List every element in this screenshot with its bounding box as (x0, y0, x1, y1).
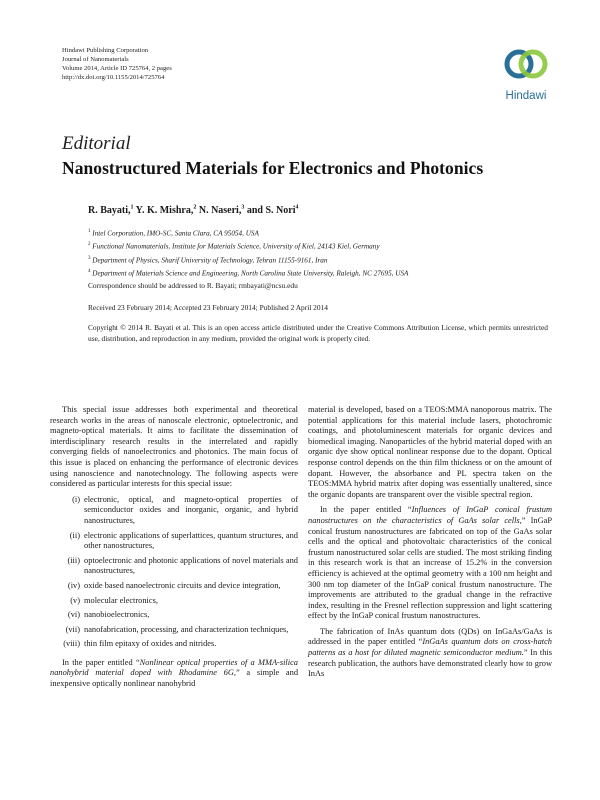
right-column (308, 405, 552, 680)
journal-header (62, 46, 172, 82)
author: N. Naseri,$^3$ (198, 205, 245, 217)
body-paragraph: In the paper entitled “Nonlinear optical properties of a MMA-silica nanohybrid material doped with Rhodamine 6G,” a simple and inexpensive optically nonlinear nanohybrid (50, 657, 299, 689)
author: Y. K. Mishra,$^2$ (135, 205, 197, 217)
left-column (50, 405, 298, 690)
author: and S. Nori$^4$ (246, 205, 299, 217)
affiliation: $^3$ Department of Physics, Sharif University of Technology, Tehran 11155-9161, Iran (88, 255, 328, 265)
doi-link[interactable]: http://dx.doi.org/10.1155/2014/725764 (62, 74, 165, 81)
hindawi-logo (500, 40, 552, 106)
list-item: (vi) nanobioelectronics, (67, 610, 150, 620)
list-item: (ii) electronic applications of superlattices, quantum structures, and other nanostructures, (69, 530, 298, 551)
body-paragraph: The fabrication of InAs quantum dots (QDs) on InGaAs/GaAs is addressed in the paper entitled “InGaAs quantum dots on cross-hatch patterns as a host for diluted magnetic semiconductor medium.” In this research publication, the authors have demonstrated clearly how to grow InAs (308, 626, 553, 679)
volume-info: Volume 2014, Article ID 725764, 2 pages (62, 65, 172, 72)
author: R. Bayati,$^1$ (88, 205, 134, 217)
topics-list (50, 495, 298, 650)
list-item: (v) molecular electronics, (70, 595, 158, 605)
affiliation: $^1$ Intel Corporation, IMO-SC, Santa Clara, CA 95054, USA (88, 229, 259, 238)
intro-paragraph: This special issue addresses both experimental and theoretical research works in the areas of nanoscale electronic, optoelectronic, and magneto-optical materials. It aims to facilitate the dissemination of interdisciplinary research results in the interrelated and rapidly converging fields of nanoelectronics and photonics. The main focus of this issue is placed on enhancing the performance of electronic devices using nanoscience and nanotechnology. The following aspects were considered as particular interests for this special issue: (50, 405, 298, 489)
section-label: Editorial (62, 133, 131, 154)
article-title: Nanostructured Materials for Electronics and Photonics (62, 158, 484, 178)
affiliation: $^4$ Department of Materials Science and Engineering, North Carolina State University, Raleigh, NC 27695, USA (88, 269, 409, 278)
affiliation: $^2$ Functional Nanomaterials, Institute for Materials Science, University of Kiel, 24143 Kiel, Germany (88, 242, 380, 251)
list-item: (iv) oxide based nanoelectronic circuits and device integration, (67, 580, 281, 590)
publication-dates: Received 23 February 2014; Accepted 23 February 2014; Published 2 April 2014 (88, 303, 328, 312)
hindawi-rings-icon (500, 40, 552, 90)
journal-name: Journal of Nanomaterials (62, 56, 129, 63)
copyright-notice: Copyright © 2014 R. Bayati et al. This is an open access article distributed under the Creative Commons Attribution License, which permits unrestricted use, distribution, and reproduction in any medium, provided the original work is properly cited. (88, 323, 548, 343)
list-item: (vii) nanofabrication, processing, and characterization techniques, (65, 624, 289, 634)
body-paragraph: material is developed, based on a TEOS:MMA nanoporous matrix. The potential applications for this material include lasers, photochromic coatings, and photoluminescent materials for organic devices and biomedical imaging. Nanoparticles of the hybrid material doped with an organic dye show optical nonlinear response due to the dopant. Optical response control depends on the thin film thickness or on the amount of dopant. However, the absorbance and PL spectra taken on the TEOS:MMA hybrid matrix after doping was essentially unaltered, since the organic dopants are transparent over the visible spectral region. (308, 405, 552, 499)
hindawi-wordmark: Hindawi (505, 90, 547, 102)
body-paragraph: In the paper entitled “Influences of InGaP conical frustum nanostructures on the characteristics of GaAs solar cells,” InGaP conical frustum nanostructures are fabricated on top of the GaAs solar cells and the optical and photovoltaic characteristics of the conical frustum nanostructured solar cells are studied. The most striking finding in this research work is that an increase of 15.2% in the conversion efficiency is achieved at the optimal geometry with a 100 nm height and 300 nm top diameter of the InGaP conical frustum nanostructure. The improvements are attributed to the gradual change in the refractive index, resulting in the Fresnel reflection suppression and light scattering effect by the InGaP conical frustum nanostructures. (308, 505, 552, 621)
list-item: (i) electronic, optical, and magneto-optical properties of semiconductor oxides and inorganic, organic, and hybrid nanostructures, (72, 494, 298, 525)
author-list (88, 205, 298, 216)
list-item: (viii) thin film epitaxy of oxides and nitrides. (63, 639, 217, 649)
affiliation-list (88, 226, 408, 280)
publisher-name: Hindawi Publishing Corporation (62, 47, 149, 54)
correspondence: Correspondence should be addressed to R. Bayati; rmbayati@ncsu.edu (88, 281, 298, 290)
list-item: (iii) optoelectronic and photonic applications of novel materials and nanostructures, (67, 555, 298, 576)
